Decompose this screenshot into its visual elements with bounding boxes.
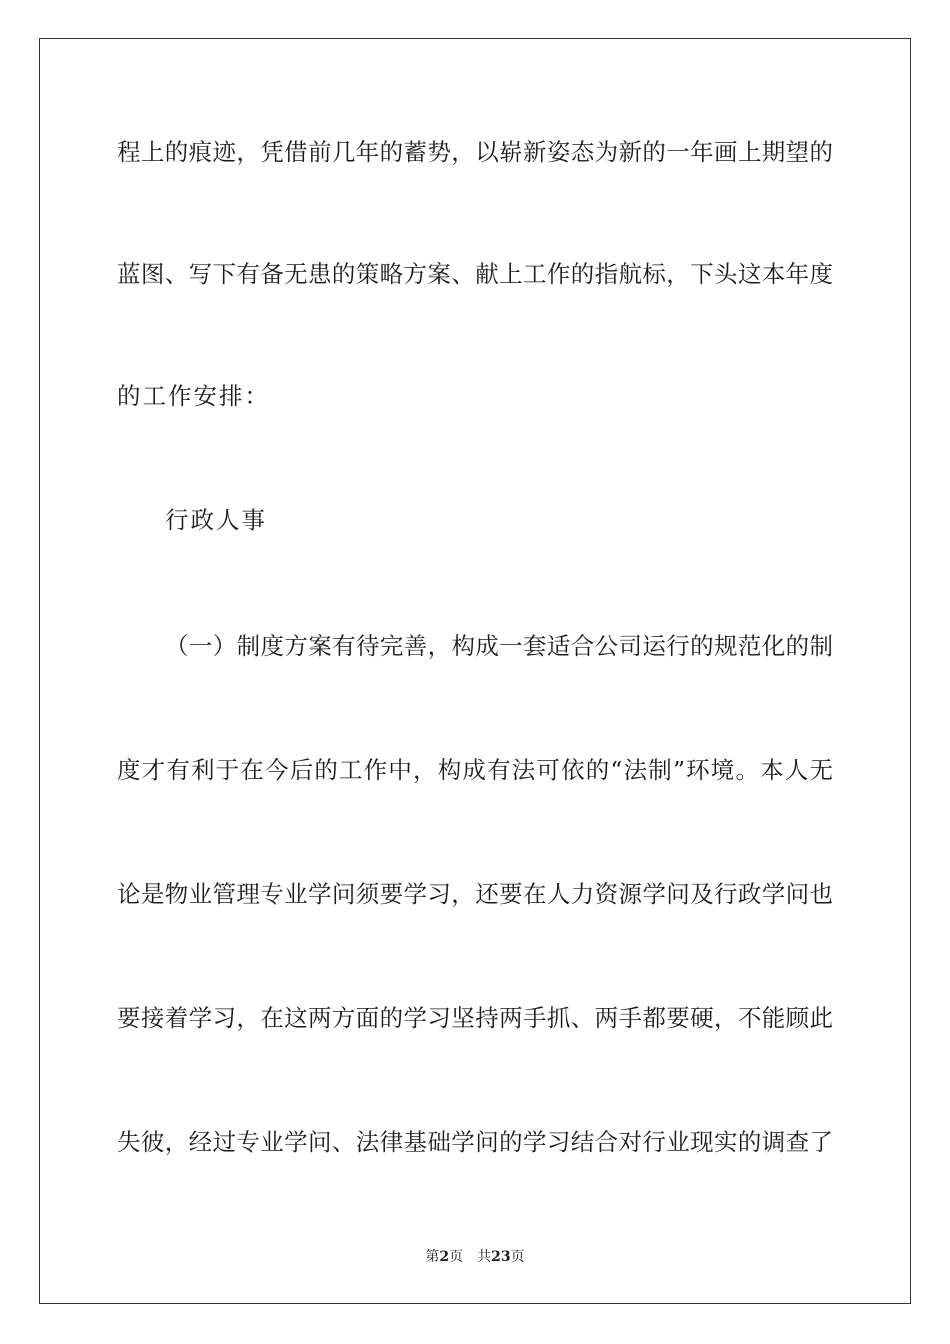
footer-page-prefix: 第 bbox=[425, 1249, 440, 1265]
footer-total-prefix: 共 bbox=[477, 1249, 492, 1265]
paragraph-line: 要接着学习，在这两方面的学习坚持两手抓、两手都要硬，不能顾此 bbox=[117, 1004, 833, 1032]
footer-total-suffix: 页 bbox=[510, 1249, 525, 1265]
footer-page-number: 2 bbox=[439, 1249, 450, 1265]
page-footer bbox=[0, 1248, 950, 1266]
paragraph-line: 论是物业管理专业学问须要学习，还要在人力资源学问及行政学问也 bbox=[117, 880, 833, 908]
paragraph-line: 失彼，经过专业学问、法律基础学问的学习结合对行业现实的调查了 bbox=[117, 1128, 833, 1156]
section-heading: 行政人事 bbox=[165, 506, 267, 534]
paragraph-line: 度才有利于在今后的工作中，构成有法可依的“法制”环境。本人无 bbox=[117, 756, 833, 784]
footer-total-pages: 23 bbox=[491, 1249, 511, 1265]
paragraph-line: 的工作安排： bbox=[117, 382, 270, 410]
paragraph-line: （一）制度方案有待完善，构成一套适合公司运行的规范化的制 bbox=[165, 632, 833, 660]
paragraph-line: 蓝图、写下有备无患的策略方案、献上工作的指航标，下头这本年度 bbox=[117, 260, 833, 288]
paragraph-line: 程上的痕迹，凭借前几年的蓄势，以崭新姿态为新的一年画上期望的 bbox=[117, 138, 833, 166]
footer-page-suffix: 页 bbox=[449, 1249, 464, 1265]
page-border bbox=[39, 38, 911, 1304]
